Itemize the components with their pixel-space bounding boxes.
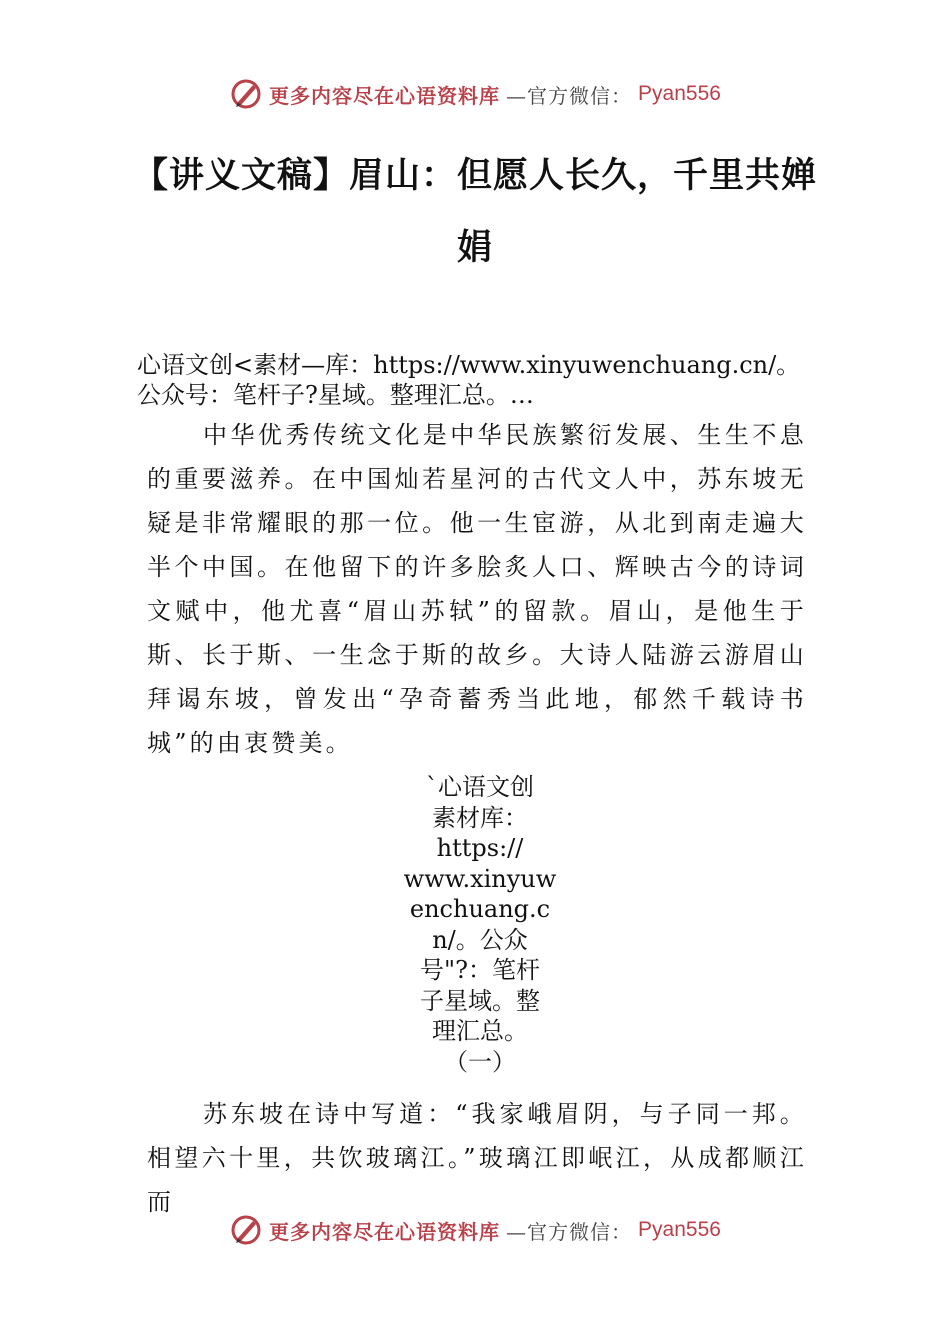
document-title <box>110 140 840 284</box>
banner-wechat-id: Pyan556 <box>638 1218 721 1241</box>
paragraph-2: 苏东坡在诗中写道：“我家峨眉阴，与子同一邦。相望六十里，共饮玻璃江。”玻璃江即岷江，从成都顺江而 <box>147 1100 807 1216</box>
pen-logo-icon <box>229 77 263 111</box>
center-note <box>380 772 580 1077</box>
pen-logo-icon <box>229 1213 263 1247</box>
banner-wechat-id: Pyan556 <box>638 82 721 105</box>
paragraph-1: 中华优秀传统文化是中华民族繁衍发展、生生不息的重要滋养。在中国灿若星河的古代文人中，苏东坡无疑是非常耀眼的那一位。他一生宦游，从北到南走遍大半个中国。在他留下的许多脍炙人口、辉映古今的诗词文赋中，他尤喜“眉山苏轼”的留款。眉山，是他生于斯、长于斯、一生念于斯的故乡。大诗人陆游云游眉山拜谒东坡，曾发出“孕奇蓄秀当此地，郁然千载诗书城”的由衷赞美。 <box>147 421 807 757</box>
banner-text: 更多内容尽在心语资料库 <box>269 83 501 108</box>
title-line-1: 【讲义文稿】眉山：但愿人长久，千里共婵 <box>132 156 817 196</box>
center-note-line: 素材库： <box>432 803 528 832</box>
center-note-line: `心语文创 <box>426 773 534 801</box>
footer-banner <box>0 1208 950 1252</box>
title-line-2: 娟 <box>456 228 493 268</box>
banner-separator: —官方微信： <box>506 83 633 108</box>
center-note-line: 子星域。整 <box>420 986 540 1015</box>
center-note-line: www.xinyuw <box>403 864 557 893</box>
center-note-line: n/。公众 <box>432 925 528 954</box>
banner-text: 更多内容尽在心语资料库 <box>269 1219 501 1244</box>
center-note-line: https:// <box>436 834 524 862</box>
center-note-line: 号"?：笔杆 <box>420 956 540 984</box>
source-note: 心语文创<素材—库：https://www.xinyuwenchuang.cn/。 公众号：笔杆子?星域。整理汇总。… <box>137 351 801 409</box>
center-note-line: enchuang.c <box>409 895 551 923</box>
header-banner <box>0 72 950 116</box>
banner-separator: —官方微信： <box>506 1219 633 1244</box>
section-heading: （一） <box>444 1047 516 1076</box>
center-note-line: 理汇总。 <box>432 1017 528 1045</box>
